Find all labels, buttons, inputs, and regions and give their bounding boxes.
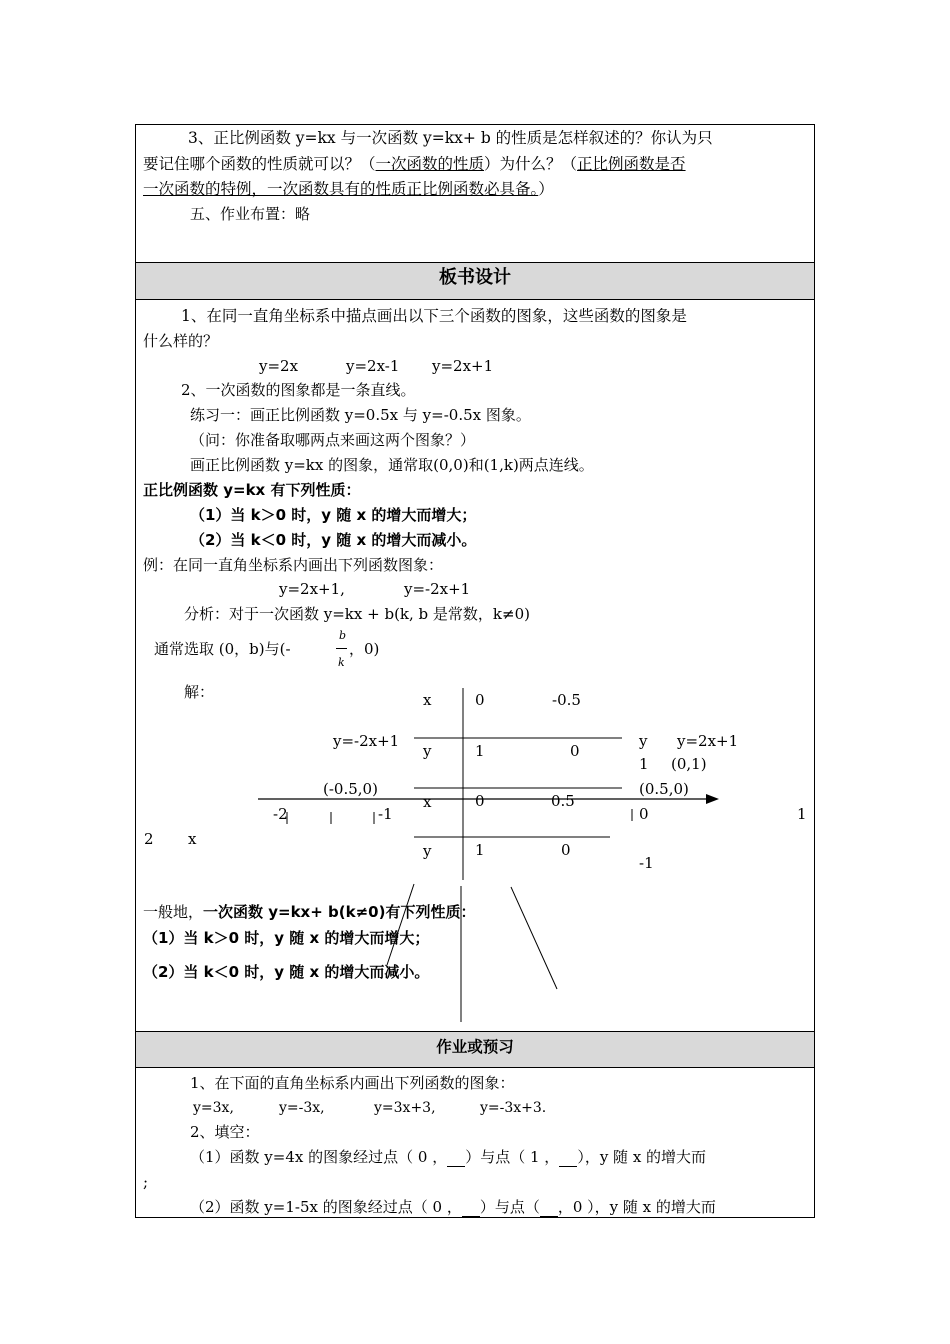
board-line-3: 练习一：画正比例函数 y=0.5x 与 y=-0.5x 图象。 [190, 406, 531, 424]
hw-func-4: y=-3x+3. [480, 1100, 547, 1116]
axis-x-label: x [188, 830, 197, 848]
func-2: y=2x-1 [346, 357, 400, 375]
board-line-1b: 什么样的？ [143, 332, 219, 350]
func-1: y=2x [259, 357, 299, 375]
eq-right-y: y [639, 732, 648, 750]
choose-line-a: 通常选取 (0，b)与(- [154, 640, 291, 658]
homework-assign: 五、作业布置：略 [190, 205, 311, 223]
pt-01: (0,1) [671, 755, 707, 773]
blank-1[interactable] [447, 1152, 465, 1167]
hw-line-1: 1、在下面的直角坐标系内画出下列函数的图象： [190, 1074, 515, 1092]
t1-x0: 0 [475, 691, 485, 709]
t2-y1: 0 [561, 841, 571, 859]
hw-func-1: y=3x, [193, 1100, 234, 1116]
t1-x1: -0.5 [552, 691, 581, 709]
func-3: y=2x+1 [432, 357, 494, 375]
t1-x: x [423, 691, 432, 709]
general-prop-2: （2）当 k＜0 时，y 随 x 的增大而减小。 [143, 963, 430, 981]
t1-y: y [423, 742, 432, 760]
t1-y1: 0 [570, 742, 580, 760]
x-axis-arrow [706, 794, 719, 804]
prop-1: （1）当 k＞0 时，y 随 x 的增大而增大； [190, 506, 477, 524]
tick-label-y-m1: -1 [639, 854, 654, 872]
tick-label-m2: -2 [273, 805, 288, 823]
analysis-line: 分析：对于一次函数 y=kx + b(k, b 是常数，k≠0) [184, 605, 530, 623]
eq-right: y=2x+1 [677, 732, 739, 750]
solve-label: 解： [184, 683, 215, 701]
t2-x0: 0 [475, 792, 485, 810]
board-line-4: （问：你准备取哪两点来画这两个图象？） [190, 431, 476, 449]
t2-x1: 0.5 [551, 792, 575, 810]
blank-3[interactable] [462, 1202, 480, 1217]
hw-line-3d: ; [143, 1173, 149, 1191]
general-prop-1: （1）当 k＞0 时，y 随 x 的增大而增大； [143, 929, 430, 947]
general-line: 一般地，一次函数 y=kx+ b(k≠0)有下列性质： [143, 903, 476, 921]
hw-func-3: y=3x+3, [374, 1100, 436, 1116]
prop-2: （2）当 k＜0 时，y 随 x 的增大而减小。 [190, 531, 477, 549]
homework-header: 作业或预习 [436, 1038, 514, 1056]
t1-y0: 1 [475, 742, 485, 760]
board-line-1a: 1、在同一直角坐标系中描点画出以下三个函数的图象，这些函数的图象是 [181, 307, 687, 325]
q3-line-c: 一次函数的特例，一次函数具有的性质正比例函数必具备。） [143, 180, 554, 198]
pt-01-one: 1 [639, 755, 649, 773]
t2-x: x [423, 793, 432, 811]
hw-func-2: y=-3x, [279, 1100, 325, 1116]
tick-label-2: 2 [144, 830, 154, 848]
hw-line-4: （2）函数 y=1-5x 的图象经过点（ 0 ， ）与点（ ，0 ），y 随 x 的增大而 [190, 1198, 716, 1216]
board-header: 板书设计 [439, 267, 511, 288]
choose-line-b: ，0) [349, 640, 380, 658]
tick-label-m1: -1 [378, 805, 393, 823]
prop-title: 正比例函数 y=kx 有下列性质： [143, 481, 361, 499]
hw-line-2: 2、填空： [190, 1123, 260, 1141]
example-func-1: y=2x+1, [279, 580, 345, 598]
t2-y0: 1 [475, 841, 485, 859]
tick-label-0: 0 [639, 805, 649, 823]
tick-label-1: 1 [797, 805, 807, 823]
q3-line-a: 3、正比例函数 y=kx 与一次函数 y=kx+ b 的性质是怎样叙述的？你认为只 [188, 129, 713, 147]
blank-4[interactable] [540, 1202, 558, 1217]
pt-05: (0.5,0) [639, 780, 689, 798]
blank-2[interactable] [559, 1152, 577, 1167]
example-func-2: y=-2x+1 [404, 580, 471, 598]
hw-line-3: （1）函数 y=4x 的图象经过点（ 0 ， ）与点（ 1 ， ），y 随 x 的增大而 [190, 1148, 707, 1166]
pt-neg05: (-0.5,0) [323, 780, 378, 798]
fraction-numerator: b [339, 629, 347, 642]
eq-left: y=-2x+1 [333, 732, 400, 750]
q3-line-b: 要记住哪个函数的性质就可以？（一次函数的性质）为什么？（正比例函数是否 [143, 155, 686, 173]
board-line-2: 2、一次函数的图象都是一条直线。 [181, 381, 416, 399]
board-line-5: 画正比例函数 y=kx 的图象，通常取(0,0)和(1,k)两点连线。 [190, 456, 594, 474]
line-pos-slope-right [511, 887, 557, 989]
t2-y: y [423, 842, 432, 860]
example-line: 例：在同一直角坐标系内画出下列函数图象： [143, 556, 444, 574]
fraction-denominator: k [338, 656, 345, 669]
line-neg-slope-left [387, 884, 414, 965]
